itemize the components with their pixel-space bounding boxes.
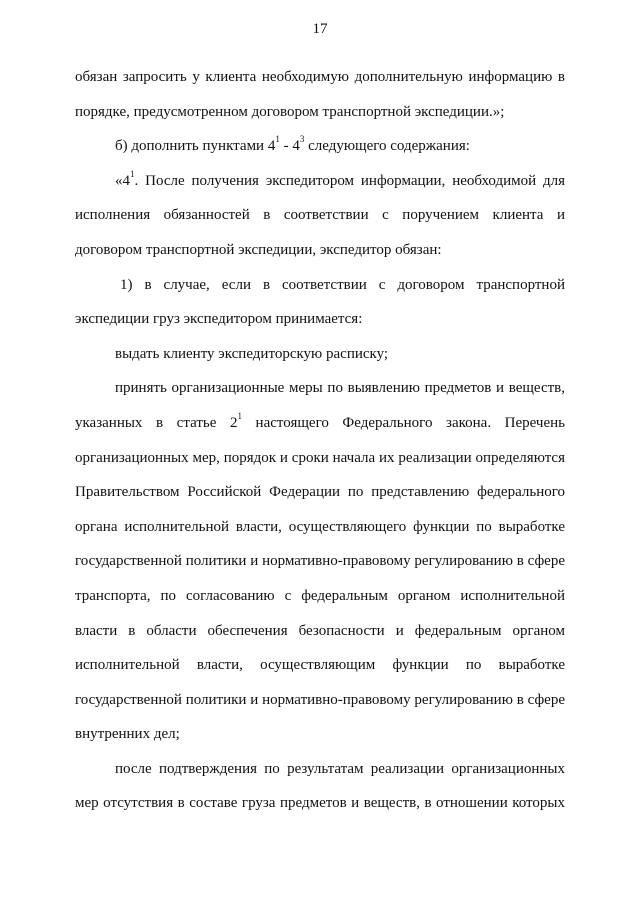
paragraph-amendment-b xyxy=(75,129,565,164)
paragraph-text: принять организационные меры по выявлению предметов и веществ, указанных в статье 2 xyxy=(75,380,565,431)
superscript: 1 xyxy=(130,168,135,179)
paragraph-text: следующего содержания: xyxy=(304,138,470,155)
paragraph-text: - 4 xyxy=(279,138,300,155)
paragraph-text: выдать клиенту экспедиторскую расписку; xyxy=(115,345,389,362)
superscript: 1 xyxy=(237,410,242,421)
paragraph-text: 1) в случае, если в соответствии с договором транспортной экспедиции груз экспедитором принимается: xyxy=(75,276,565,328)
paragraph-text: после подтверждения по результатам реализации организационных мер отсутствия в составе груза предметов и веществ, в отношении которых xyxy=(75,760,565,812)
paragraph-issue-receipt xyxy=(75,337,565,372)
paragraph-text: обязан запросить у клиента необходимую дополнительную информацию в порядке, предусмотренном договором транспортной экспедиции.»; xyxy=(75,69,565,120)
paragraph-continuation xyxy=(75,60,565,129)
paragraph-subpoint-1 xyxy=(75,268,565,337)
paragraph-text: «4 xyxy=(115,172,130,189)
paragraph-text: настоящего Федерального закона. Перечень организационных мер, порядок и сроки начала их реализации определяются Правительством Российской Федерации по представлению федерального органа исполнительной власти, осуществляющего функции по выработке государственной политики и нормативно-правовому регулированию в сфере транспорта, по согласованию с федеральным органом исполнительной власти в области обеспечения безопасности и федеральным органом исполнительной власти, осуществляющим функции по выработке государственной политики и нормативно-правовому регулированию в сфере внутренних дел; xyxy=(75,414,565,743)
paragraph-text: б) дополнить пунктами 4 xyxy=(115,138,276,155)
paragraph-point-4-1 xyxy=(75,164,565,268)
paragraph-organizational-measures xyxy=(75,371,565,752)
paragraph-after-confirmation xyxy=(75,752,565,821)
page-number: 17 xyxy=(312,21,328,37)
superscript: 3 xyxy=(299,134,305,145)
paragraph-text: . После получения экспедитором информации, необходимой для исполнения обязанностей в соответствии с поручением клиента и договором транспортной экспедиции, экспедитор обязан: xyxy=(75,172,565,258)
document-body xyxy=(75,60,565,821)
superscript: 1 xyxy=(275,134,280,145)
